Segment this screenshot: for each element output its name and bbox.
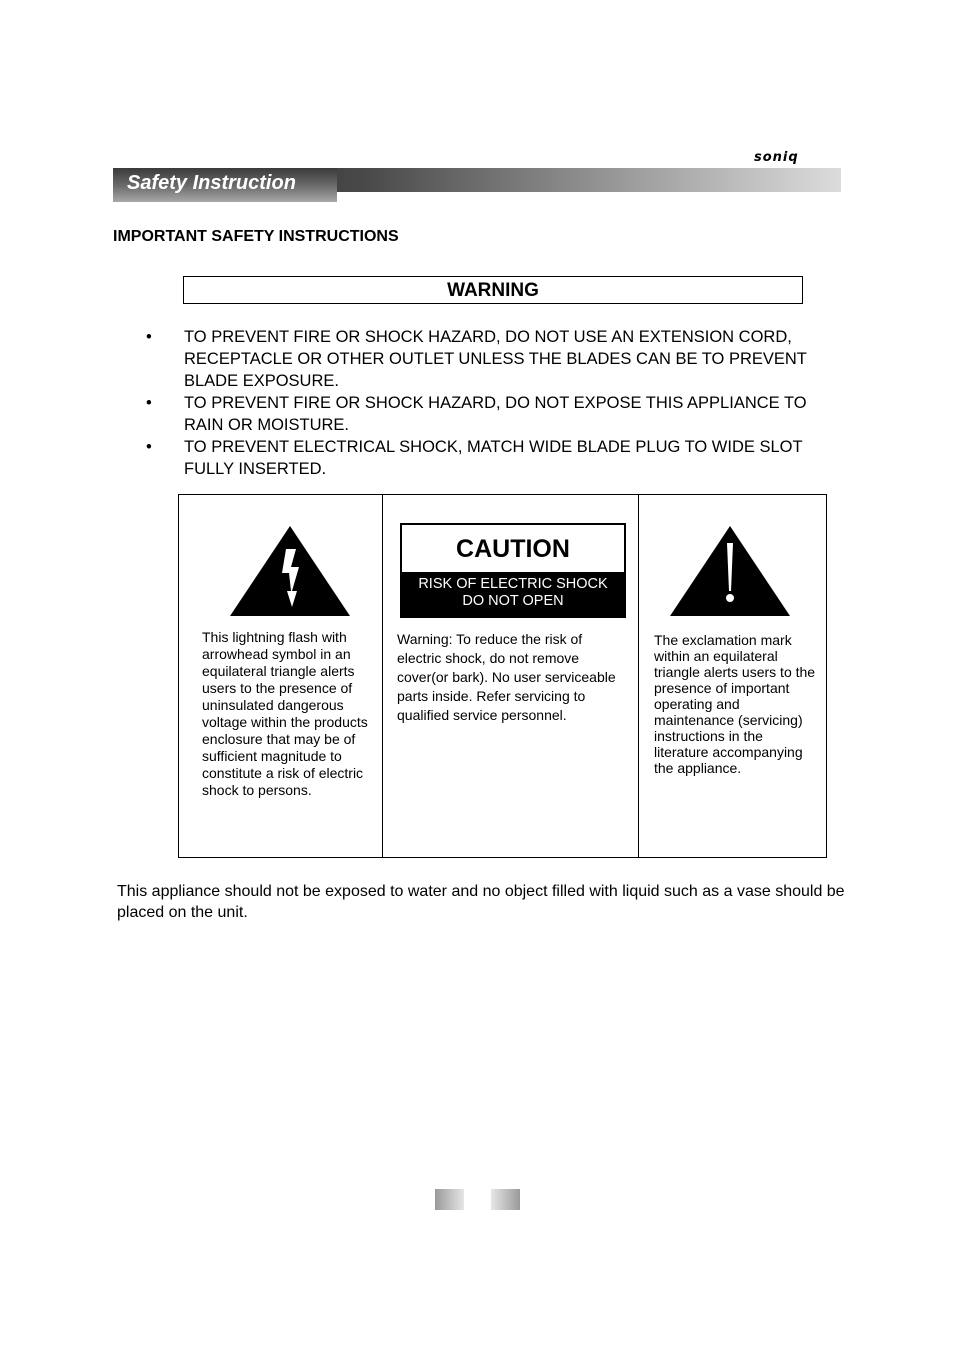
caution-description: Warning: To reduce the risk of electric shock, do not remove cover(or bark). No user serviceable parts inside. Refer servicing to qualified service personnel. [397,631,616,723]
column-divider [638,495,639,857]
bullet-icon: • [146,328,152,346]
page-title: Safety Instruction [127,172,296,194]
caution-title: CAUTION [456,535,570,563]
exclamation-description: The exclamation mark within an equilateral triangle alerts users to the presence of important operating and maintenance (servicing) instructions in the literature accompanying the appliance. [654,632,816,776]
lightning-triangle-icon [229,525,351,617]
warning-box [183,276,803,304]
column-divider [382,495,383,857]
exclamation-triangle-icon [669,525,791,617]
warning-list [146,326,846,480]
caution-line-2: DO NOT OPEN [462,593,564,609]
list-item [146,392,846,436]
list-item-text: TO PREVENT ELECTRICAL SHOCK, MATCH WIDE BLADE PLUG TO WIDE SLOT FULLY INSERTED. [184,438,803,478]
lightning-description: This lightning flash with arrowhead symbol in an equilateral triangle alerts users to the presence of uninsulated dangerous voltage within the products enclosure that may be of sufficient magnitude to constitute a risk of electric shock to persons. [202,629,368,798]
list-item-text: TO PREVENT FIRE OR SHOCK HAZARD, DO NOT EXPOSE THIS APPLIANCE TO RAIN OR MOISTURE. [184,394,807,434]
list-item-text: TO PREVENT FIRE OR SHOCK HAZARD, DO NOT USE AN EXTENSION CORD, RECEPTACLE OR OTHER OUTLET UNLESS THE BLADES CAN BE TO PREVENT BLADE EXPOSURE. [184,328,807,390]
page-marker-left [435,1189,464,1210]
footer-note: This appliance should not be exposed to water and no object filled with liquid such as a vase should be placed on the unit. [117,883,845,921]
list-item [146,436,846,480]
caution-band [402,572,624,616]
caution-line-1: RISK OF ELECTRIC SHOCK [418,576,608,592]
bullet-icon: • [146,394,152,412]
warning-label: WARNING [447,280,539,301]
bullet-icon: • [146,438,152,456]
page-marker-right [491,1189,520,1210]
list-item [146,326,846,392]
soniq-logo [752,147,822,165]
section-heading: IMPORTANT SAFETY INSTRUCTIONS [113,228,399,245]
svg-text:soniq: soniq [754,150,799,165]
caution-label-box [400,523,626,618]
